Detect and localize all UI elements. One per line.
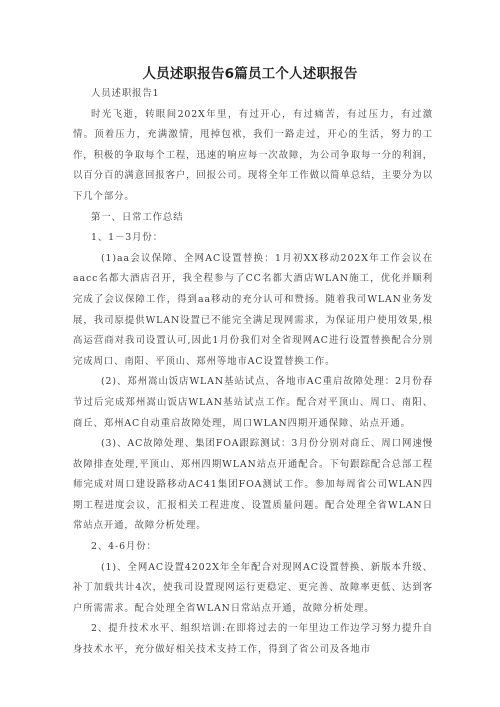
section-heading: 第一、日常工作总结 [91,211,184,223]
document-title: 人员述职报告6篇员工个人述职报告 [142,66,358,82]
paragraph: (2)、郑州嵩山饭店WLAN基站试点、各地市AC重启故障处理：2月份春节过后完成郑州嵩山饭店WLAN基站试点工作。配合对平顶山、周口、南阳、商丘、郑州AC自动重启故障处理，周口WLAN四期开通保障、站点开通。 [73,376,433,429]
section-heading: 人员述职报告1 [91,88,160,99]
paragraph: (1)、全网AC设置4202X年全年配合对现网AC设置替换、新版本升级、补丁加载共计4次，使我司设置现网运行更稳定、更完善、故障率更低、达到客户所需需求。配合处理全省WLAN日常站点开通，故障分析处理。 [73,561,433,614]
paragraph: 时光飞逝，转眼间202X年里，有过开心，有过痛苦，有过压力，有过激情。顶着压力，充满激情，甩掉包袱，我们一路走过，开心的生活，努力的工作，积极的争取每个工程，迅速的响应每一次故障，为公司争取每一分的利润，以百分百的满意回报客户，回报公司。现将全年工作做以简单总结，主要分为以下几个部分。 [73,108,433,202]
paragraph: 2、提升技术水平、组织培训:在即将过去的一年里边工作边学习努力提升自身技术水平，充分做好相关技术支持工作，得到了省公司及各地市 [73,623,433,656]
paragraph: (1)aa会议保障、全网AC设置替换：1月初XX移动202X年工作会议在aacc名都大酒店召开，我全程参与了CC名都大酒店WLAN施工，优化并顺利完成了会议保障工作，得到aa移动的充分认可和赞扬。随着我司WLAN业务发展，我司原提供WLAN设置已不能完全满足现网需求，为保证用户使用效果,根高运营商对我司设置认可,因此1月份我们对全省现网AC进行设置替换配合分别完成周口、南阳、平顶山、郑州等地市AC设置替换工作。 [73,252,433,367]
period-heading: 1、1－3月份： [91,232,163,244]
period-heading: 2、4-6月份： [91,541,157,553]
document-body [73,84,433,661]
paragraph: (3)、AC故障处理、集团FOA跟踪测试：3月份分别对商丘、周口网速慢故障排查处理,平顶山、郑州四期WLAN站点开通配合。下旬跟踪配合总部工程师完成对周口建设路移动AC41集团FOA测试工作。参加每周省公司WLAN四期工程进度会议，汇报相关工程进度、设置质量问题。配合处理全省WLAN日常站点开通，故障分析处理。 [73,438,433,532]
